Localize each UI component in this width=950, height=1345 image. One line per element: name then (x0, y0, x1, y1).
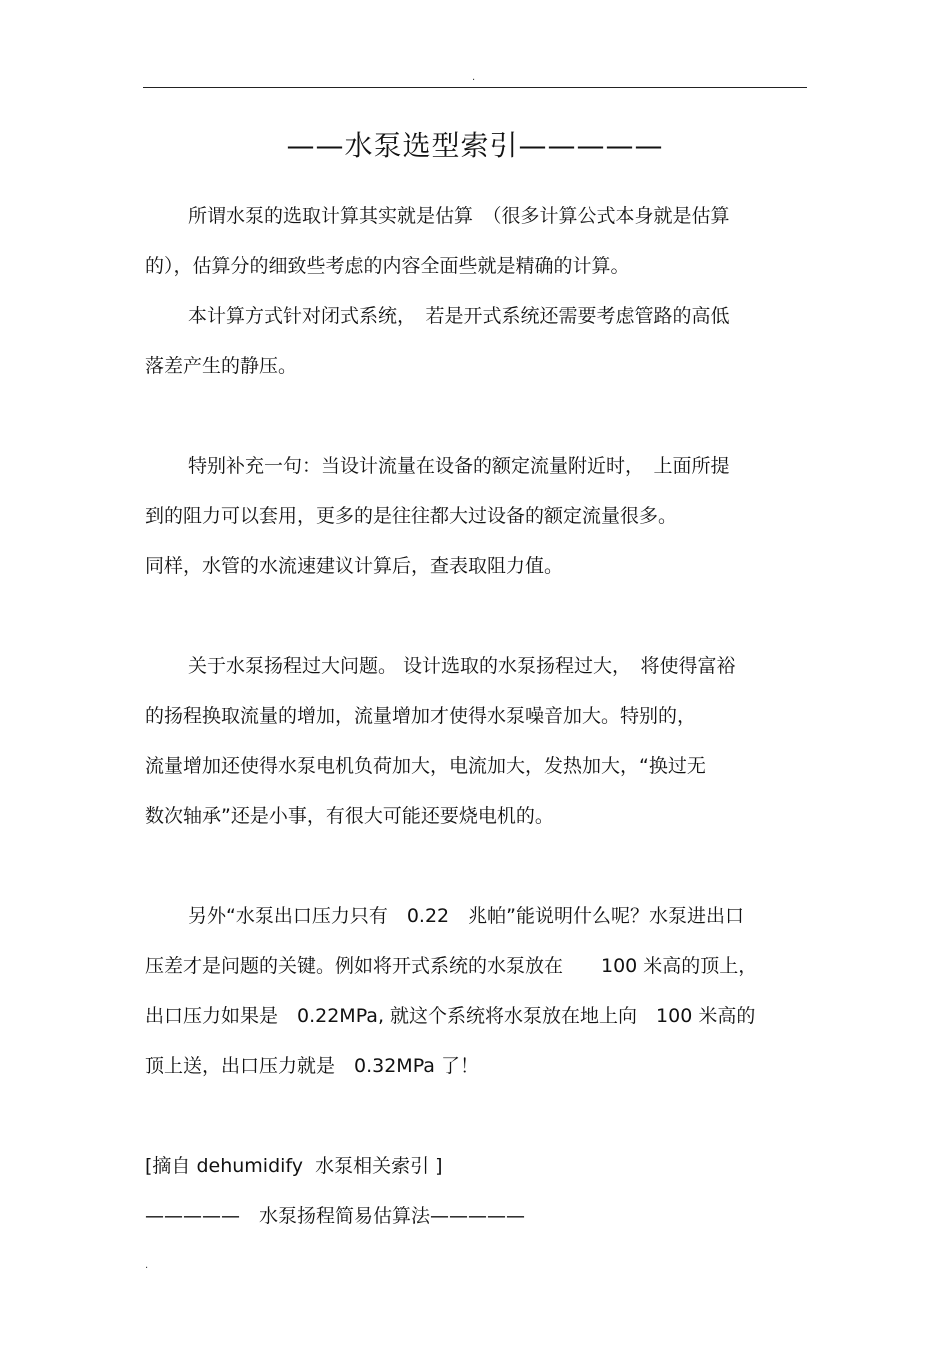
paragraph-5-line-3: 出口压力如果是 0.22MPa, 就这个系统将水泵放在地上向 100 米高的 (145, 1005, 756, 1027)
header-dot: . (472, 72, 476, 83)
paragraph-1-line-1: 所谓水泵的选取计算其实就是估算 （很多计算公式本身就是估算 (188, 205, 730, 227)
paragraph-5-line-1: 另外“水泵出口压力只有 0.22 兆帕”能说明什么呢？水泵进出口 (188, 905, 744, 927)
paragraph-5-line-2: 压差才是问题的关键。例如将开式系统的水泵放在 100 米高的顶上， (145, 955, 758, 977)
paragraph-2-line-2: 落差产生的静压。 (145, 355, 298, 377)
document-title: ——水泵选型索引————— (286, 129, 664, 162)
paragraph-1-line-2: 的），估算分的细致些考虑的内容全面些就是精确的计算。 (145, 255, 630, 277)
source-citation: [摘自 dehumidify 水泵相关索引 ] (145, 1155, 443, 1177)
paragraph-4-line-3: 流量增加还使得水泵电机负荷加大，电流加大，发热加大，“换过无 (145, 755, 706, 777)
paragraph-5-line-4: 顶上送，出口压力就是 0.32MPa 了！ (145, 1055, 479, 1077)
section-heading: ————— 水泵扬程简易估算法————— (145, 1205, 526, 1227)
paragraph-4-line-2: 的扬程换取流量的增加，流量增加才使得水泵噪音加大。特别的， (145, 705, 697, 727)
paragraph-4-line-4: 数次轴承”还是小事，有很大可能还要烧电机的。 (145, 805, 554, 827)
paragraph-3-line-3: 同样，水管的水流速建议计算后，查表取阻力值。 (145, 555, 564, 577)
paragraph-3-line-1: 特别补充一句：当设计流量在设备的额定流量附近时， 上面所提 (188, 455, 730, 477)
header-rule (143, 87, 807, 88)
paragraph-2-line-1: 本计算方式针对闭式系统， 若是开式系统还需要考虑管路的高低 (188, 305, 730, 327)
paragraph-3-line-2: 到的阻力可以套用，更多的是往往都大过设备的额定流量很多。 (145, 505, 678, 527)
footer-dot: . (145, 1260, 149, 1271)
paragraph-4-line-1: 关于水泵扬程过大问题。 设计选取的水泵扬程过大， 将使得富裕 (188, 655, 736, 677)
